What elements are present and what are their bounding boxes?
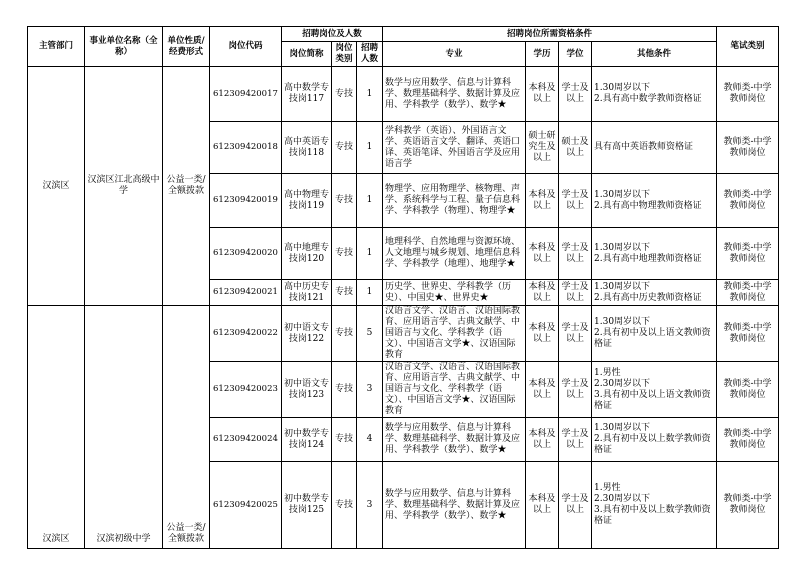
post-code: 612309420024	[210, 418, 282, 462]
header-exam: 笔试类别	[717, 27, 779, 67]
header-post-group: 招聘岗位及人数	[282, 27, 383, 42]
exam-cell: 教师类-中学教师岗位	[717, 462, 779, 549]
degree-cell: 硕士及以上	[559, 122, 592, 174]
post-count: 1	[357, 122, 383, 174]
post-name: 高中数学专技岗117	[282, 67, 332, 122]
other-cell: 1.30周岁以下 2.具有高中数学教师资格证	[592, 67, 717, 122]
dept-cell: 汉滨区	[28, 306, 85, 549]
post-count: 1	[357, 67, 383, 122]
major-cell: 历史学、世界史、学科教学（历史）、中国史★、世界史★	[383, 280, 526, 306]
recruitment-table	[27, 26, 779, 549]
edu-cell: 本科及以上	[526, 462, 559, 549]
post-name: 初中语文专技岗123	[282, 362, 332, 418]
edu-cell: 本科及以上	[526, 174, 559, 228]
edu-cell: 本科及以上	[526, 306, 559, 362]
other-cell: 1.男性 2.30周岁以下 3.具有初中及以上数学教师资格证	[592, 462, 717, 549]
table-row	[28, 306, 779, 362]
major-cell: 数学与应用数学、信息与计算科学、数理基础科学、数据计算及应用、学科教学（数学）、数学★	[383, 462, 526, 549]
header-dept: 主管部门	[28, 27, 85, 67]
post-name: 初中语文专技岗122	[282, 306, 332, 362]
unit-cell: 汉滨区江北高级中学	[85, 67, 163, 306]
post-type: 专技	[332, 306, 357, 362]
degree-cell: 学士及以上	[559, 67, 592, 122]
edu-cell: 本科及以上	[526, 280, 559, 306]
post-type: 专技	[332, 462, 357, 549]
exam-cell: 教师类-中学教师岗位	[717, 280, 779, 306]
header-post-type: 岗位类别	[332, 42, 357, 67]
other-cell: 1.30周岁以下 2.具有高中地理教师资格证	[592, 228, 717, 280]
post-type: 专技	[332, 418, 357, 462]
major-cell: 数学与应用数学、信息与计算科学、数理基础科学、数据计算及应用、学科教学（数学）、数学★	[383, 418, 526, 462]
header-other: 其他条件	[592, 42, 717, 67]
post-code: 612309420025	[210, 462, 282, 549]
nature-cell: 公益一类/全额拨款	[163, 67, 210, 306]
edu-cell: 本科及以上	[526, 418, 559, 462]
exam-cell: 教师类-中学教师岗位	[717, 174, 779, 228]
degree-cell: 学士及以上	[559, 362, 592, 418]
degree-cell: 学士及以上	[559, 306, 592, 362]
major-cell: 学科教学（英语）、外国语言文学、英语语言文学、翻译、英语口译、英语笔译、外国语言学及应用语言学	[383, 122, 526, 174]
header-major: 专业	[383, 42, 526, 67]
header-edu: 学历	[526, 42, 559, 67]
other-cell: 1.30周岁以下 2.具有初中及以上数学教师资格证	[592, 418, 717, 462]
degree-cell: 学士及以上	[559, 280, 592, 306]
degree-cell: 学士及以上	[559, 228, 592, 280]
post-name: 高中地理专技岗120	[282, 228, 332, 280]
header-post-count: 招聘人数	[357, 42, 383, 67]
exam-cell: 教师类-中学教师岗位	[717, 228, 779, 280]
post-type: 专技	[332, 67, 357, 122]
post-code: 612309420023	[210, 362, 282, 418]
post-count: 1	[357, 280, 383, 306]
edu-cell: 硕士研究生及以上	[526, 122, 559, 174]
header-post-name: 岗位简称	[282, 42, 332, 67]
exam-cell: 教师类-中学教师岗位	[717, 418, 779, 462]
post-name: 高中英语专技岗118	[282, 122, 332, 174]
dept-cell: 汉滨区	[28, 67, 85, 306]
major-cell: 物理学、应用物理学、核物理、声学、系统科学与工程、量子信息科学、学科教学（物理）、物理学★	[383, 174, 526, 228]
post-name: 初中数学专技岗124	[282, 418, 332, 462]
post-type: 专技	[332, 362, 357, 418]
post-type: 专技	[332, 174, 357, 228]
post-name: 高中物理专技岗119	[282, 174, 332, 228]
degree-cell: 学士及以上	[559, 418, 592, 462]
exam-cell: 教师类-中学教师岗位	[717, 306, 779, 362]
major-cell: 地理科学、自然地理与资源环境、人文地理与城乡规划、地理信息科学、学科教学（地理）、地理学★	[383, 228, 526, 280]
major-cell: 汉语言文学、汉语言、汉语国际教育、应用语言学、古典文献学、中国语言与文化、学科教学（语文）、中国语言文学★、汉语国际教育	[383, 306, 526, 362]
exam-cell: 教师类-中学教师岗位	[717, 362, 779, 418]
unit-cell: 汉滨初级中学	[85, 306, 163, 549]
header-unit: 事业单位名称（全称）	[85, 27, 163, 67]
other-cell: 1.男性 2.30周岁以下 3.具有初中及以上语文教师资格证	[592, 362, 717, 418]
other-cell: 1.30周岁以下 2.具有高中历史教师资格证	[592, 280, 717, 306]
post-type: 专技	[332, 228, 357, 280]
post-name: 初中数学专技岗125	[282, 462, 332, 549]
post-name: 高中历史专技岗121	[282, 280, 332, 306]
other-cell: 具有高中英语教师资格证	[592, 122, 717, 174]
header-nature: 单位性质/经费形式	[163, 27, 210, 67]
post-count: 4	[357, 418, 383, 462]
other-cell: 1.30周岁以下 2.具有初中及以上语文教师资格证	[592, 306, 717, 362]
degree-cell: 学士及以上	[559, 174, 592, 228]
post-count: 1	[357, 174, 383, 228]
edu-cell: 本科及以上	[526, 362, 559, 418]
post-count: 3	[357, 462, 383, 549]
degree-cell: 学士及以上	[559, 462, 592, 549]
post-code: 612309420021	[210, 280, 282, 306]
table-row	[28, 67, 779, 122]
post-count: 1	[357, 228, 383, 280]
post-type: 专技	[332, 122, 357, 174]
header-degree: 学位	[559, 42, 592, 67]
post-code: 612309420019	[210, 174, 282, 228]
major-cell: 汉语言文学、汉语言、汉语国际教育、应用语言学、古典文献学、中国语言与文化、学科教学（语文）、中国语言文学★、汉语国际教育	[383, 362, 526, 418]
header-code: 岗位代码	[210, 27, 282, 67]
header-qual-group: 招聘岗位所需资格条件	[383, 27, 717, 42]
post-count: 5	[357, 306, 383, 362]
post-code: 612309420017	[210, 67, 282, 122]
major-cell: 数学与应用数学、信息与计算科学、数理基础科学、数据计算及应用、学科教学（数学）、数学★	[383, 67, 526, 122]
post-count: 3	[357, 362, 383, 418]
post-type: 专技	[332, 280, 357, 306]
post-code: 612309420022	[210, 306, 282, 362]
other-cell: 1.30周岁以下 2.具有高中物理教师资格证	[592, 174, 717, 228]
nature-cell: 公益一类/全额拨款	[163, 306, 210, 549]
edu-cell: 本科及以上	[526, 228, 559, 280]
exam-cell: 教师类-中学教师岗位	[717, 122, 779, 174]
post-code: 612309420018	[210, 122, 282, 174]
exam-cell: 教师类-中学教师岗位	[717, 67, 779, 122]
post-code: 612309420020	[210, 228, 282, 280]
edu-cell: 本科及以上	[526, 67, 559, 122]
